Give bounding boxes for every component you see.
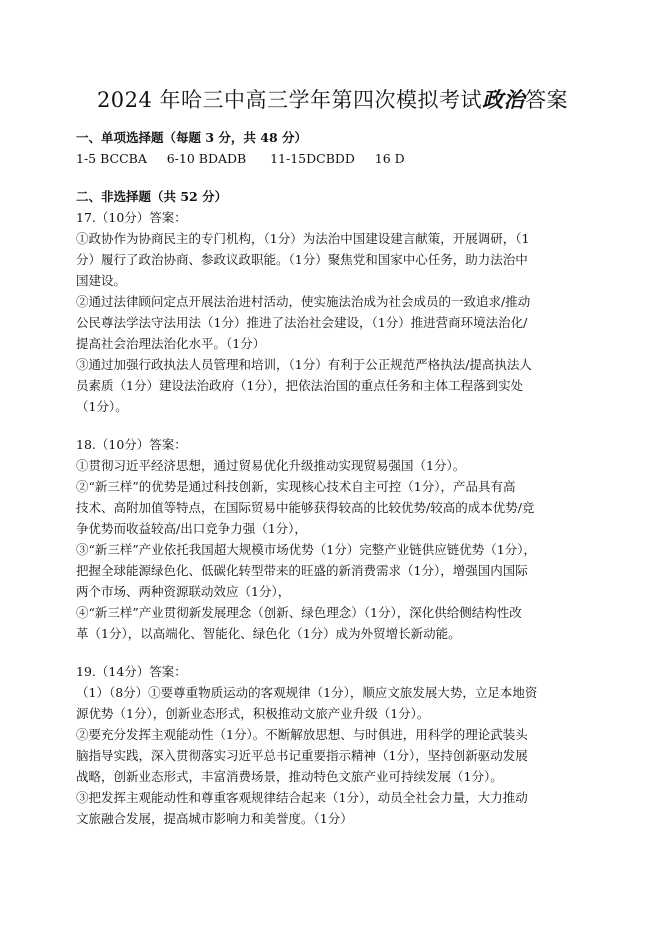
q18-line: 把握全球能源绿色化、低碳化转型带来的旺盛的新消费需求（1分），增强国内国际 [76, 563, 528, 578]
q18-line: ②“新三样”的优势是通过科技创新，实现核心技术自主可控（1分），产品具有高 [76, 479, 516, 494]
title-suffix: 答案 [525, 88, 569, 112]
q17-line: 提高社会治理法治化水平。（1分） [76, 336, 266, 351]
q17-line: ②通过法律顾问定点开展法治进村活动，使实施法治成为社会成员的一致追求/推动 [76, 294, 531, 309]
q17-line: （1分）。 [76, 399, 128, 414]
q19-line: 19.（14分）答案： [76, 664, 187, 679]
q18-line: ①贯彻习近平经济思想，通过贸易优化升级推动实现贸易强国（1分）。 [76, 458, 466, 473]
q18-line: 争优势而收益较高/出口竞争力强（1分）， [76, 521, 307, 536]
q18-line: 技术、高附加值等特点，在国际贸易中能够获得较高的比较优势/较高的成本优势/竞 [76, 500, 535, 515]
q17-line: ①政协作为协商民主的专门机构，（1分）为法治中国建设建言献策，开展调研，（1 [76, 231, 530, 246]
q17-line: 国建设。 [76, 273, 127, 288]
spacer [76, 417, 621, 434]
question-18-block [76, 434, 621, 644]
q17-line: 员素质（1分）建设法治政府（1分），把依法治国的重点任务和主体工程落到实处 [76, 378, 524, 393]
q18-line: 18.（10分）答案： [76, 437, 187, 452]
q18-line: ③“新三样”产业依托我国超大规模市场优势（1分）完整产业链供应链优势（1分）， [76, 542, 536, 557]
q17-line: 公民尊法学法守法用法（1分）推进了法治社会建设，（1分）推进营商环境法治化/ [76, 315, 528, 330]
question-19-block [76, 661, 621, 829]
q18-line: 两个市场、两种资源联动效应（1分）， [76, 584, 291, 599]
q19-line: 文旅融合发展，提高城市影响力和美誉度。（1分） [76, 811, 353, 826]
choice-answers: 1-5 BCCBA 6-10 BDADB 11-15DCBDD 16 D [76, 151, 405, 166]
title-subject: 政治 [482, 87, 526, 112]
q17-line: ③通过加强行政执法人员管理和培训，（1分）有利于公正规范严格执法/提高执法人 [76, 357, 532, 372]
q19-line: 脑指导实践，深入贯彻落实习近平总书记重要指示精神（1分），坚持创新驱动发展 [76, 748, 528, 763]
q17-line: 分）履行了政治协商、参政议政职能。（1分）聚焦党和国家中心任务，助力法治中 [76, 252, 528, 267]
q19-line: ②要充分发挥主观能动性（1分）。不断解放思想、与时俱进，用科学的理论武装头 [76, 727, 528, 742]
q19-line: 战略，创新业态形式，丰富消费场景，推动特色文旅产业可持续发展（1分）。 [76, 769, 503, 784]
spacer [76, 644, 621, 661]
title-main: 2024 年哈三中高三学年第四次模拟考试 [96, 88, 483, 112]
q17-line: 17.（10分）答案： [76, 210, 187, 225]
page-title [44, 84, 621, 114]
section-2-heading: 二、非选择题（共 52 分） [76, 189, 228, 204]
q18-line: ④“新三样”产业贯彻新发展理念（创新、绿色理念）（1分），深化供给侧结构性改 [76, 605, 522, 620]
question-17-block [76, 207, 621, 417]
spacer [76, 169, 621, 186]
section-1-heading: 一、单项选择题（每题 3 分，共 48 分） [76, 130, 308, 145]
q18-line: 革（1分），以高端化、智能化、绿色化（1分）成为外贸增长新动能。 [76, 626, 461, 641]
q19-line: ③把发挥主观能动性和尊重客观规律结合起来（1分），动员全社会力量，大力推动 [76, 790, 528, 805]
q19-line: 源优势（1分），创新业态形式，积极推动文旅产业升级（1分）。 [76, 706, 430, 721]
q19-line: （1）（8分）①要尊重物质运动的客观规律（1分），顺应文旅发展大势，立足本地资 [76, 685, 538, 700]
